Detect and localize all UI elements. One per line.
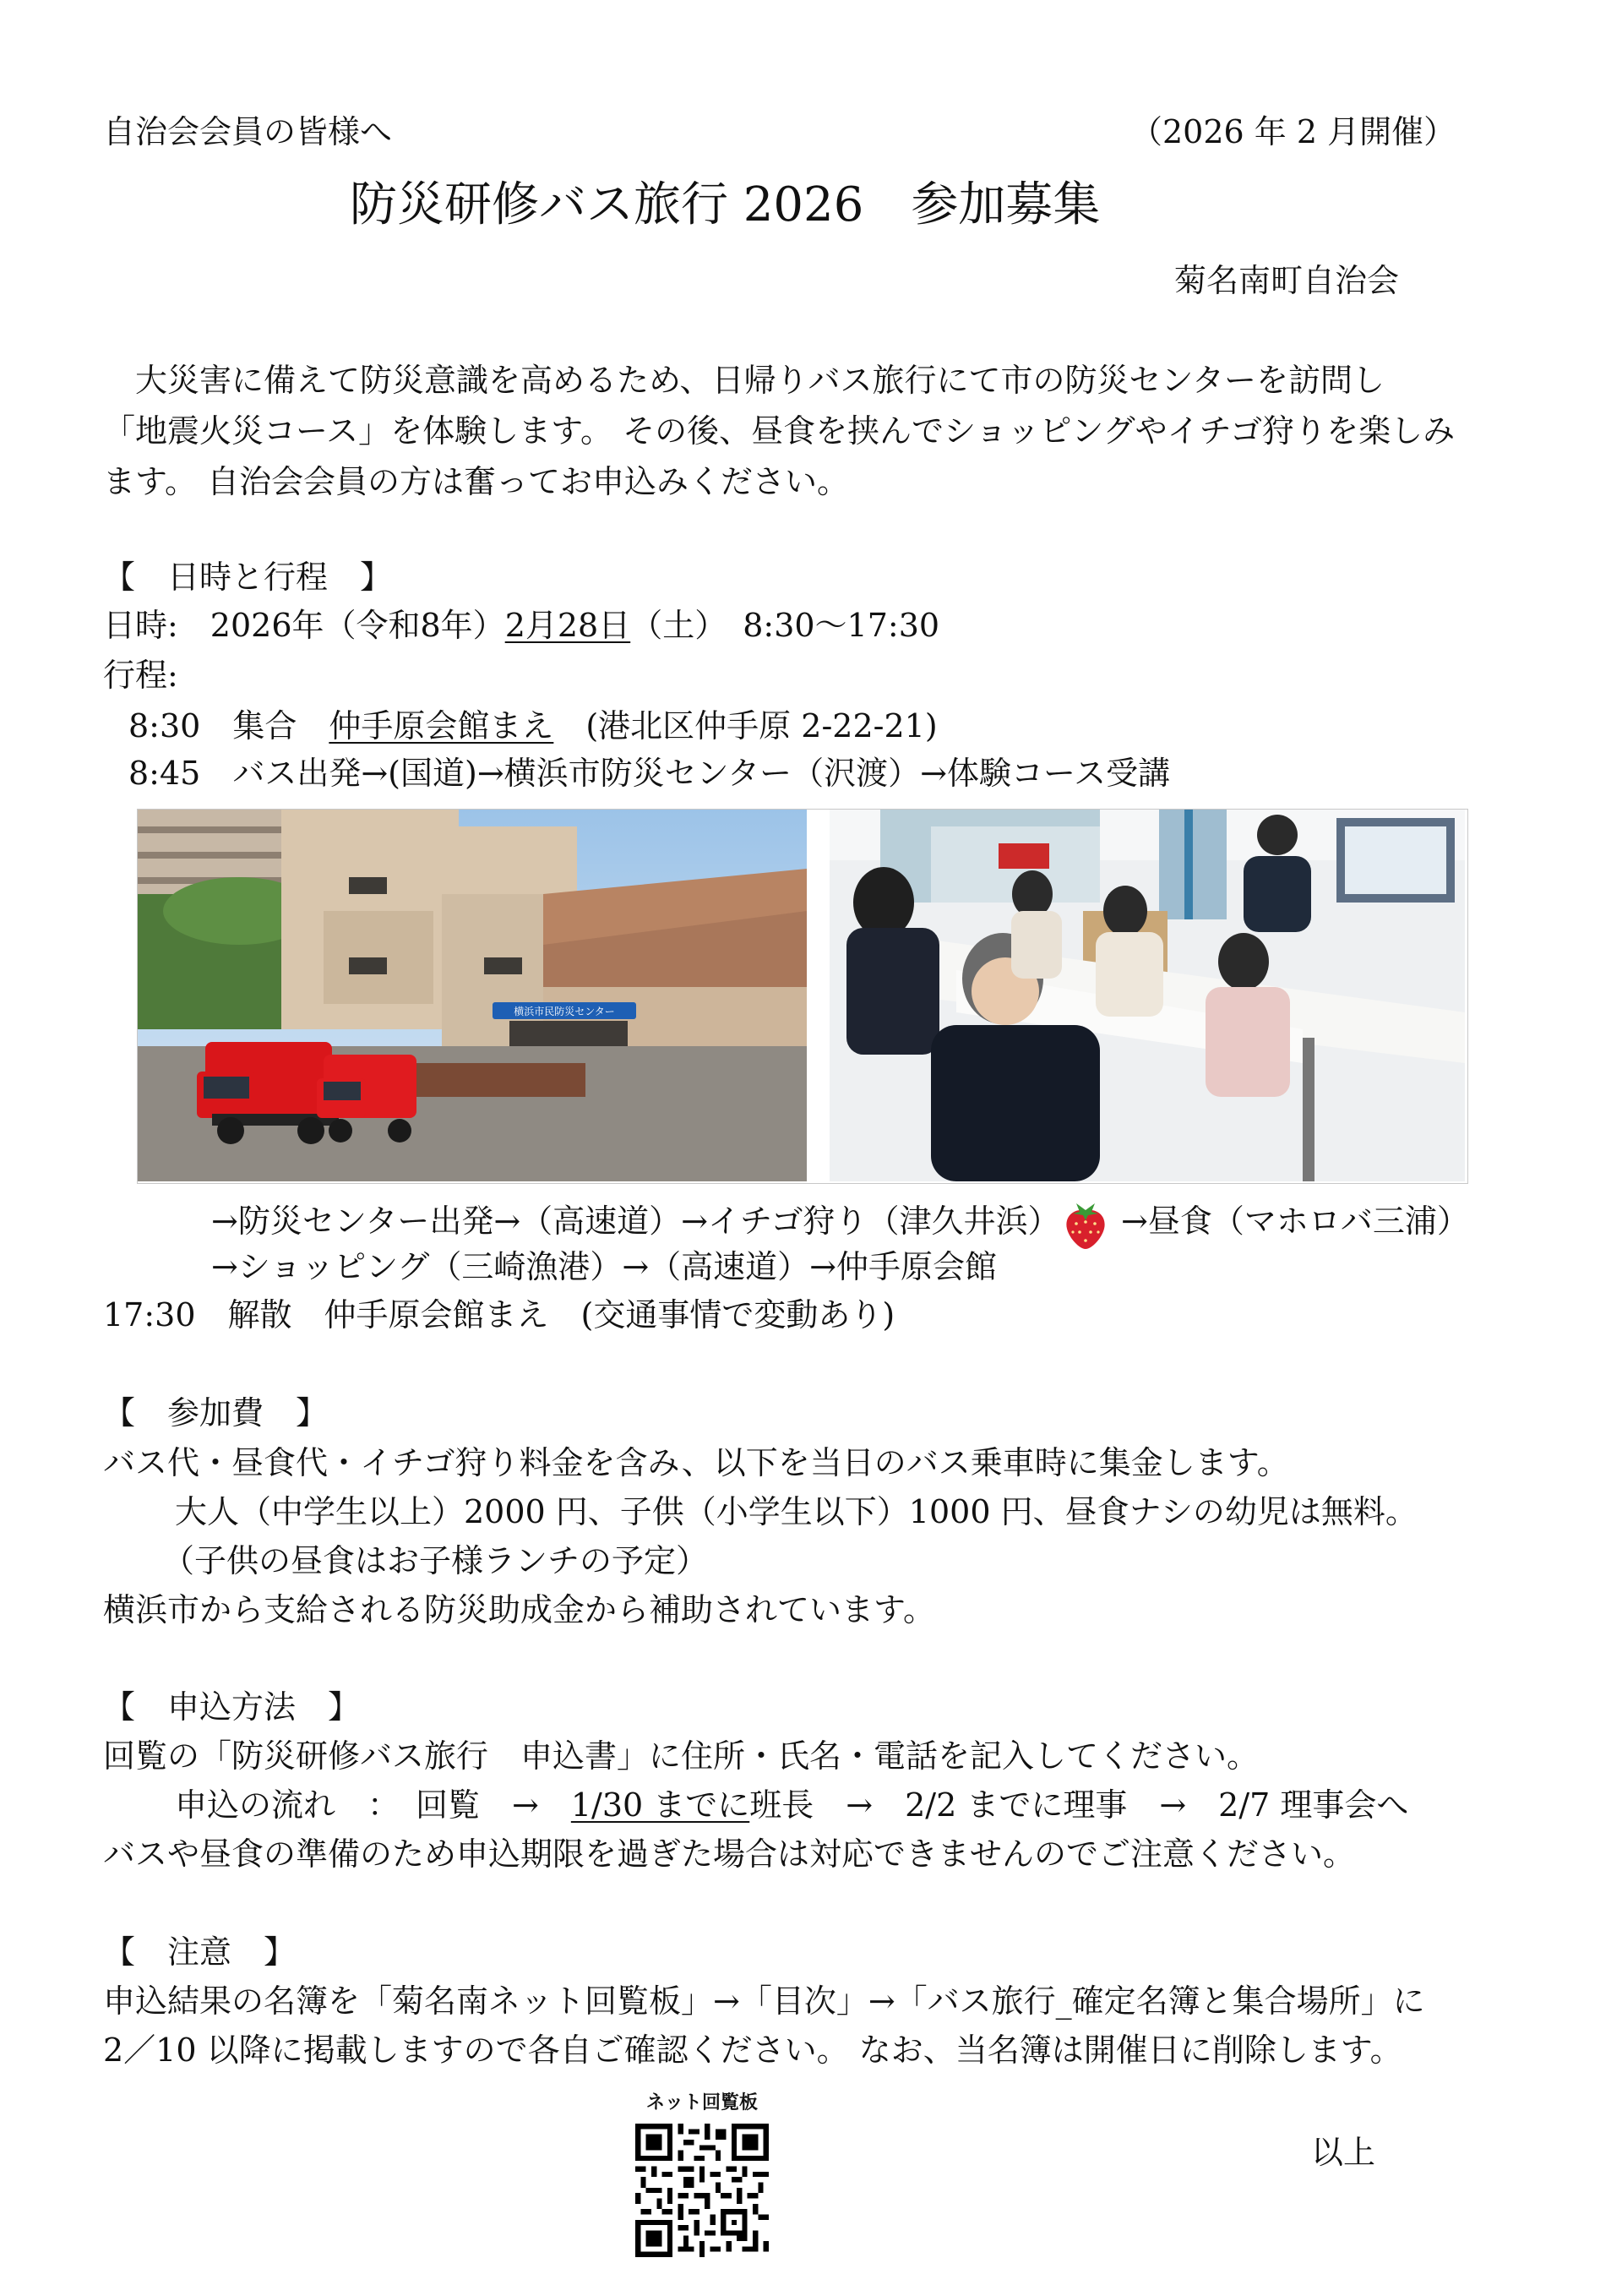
itinerary-step-2: 8:45 バス出発→(国道)→横浜市防災センター（沢渡）→体験コース受講 <box>128 755 1171 792</box>
apply-flow <box>175 1784 1408 1826</box>
notice-line-1: 申込結果の名簿を「菊名南ネット回覧板」→「目次」→「バス旅行_確定名簿と集合場所」に <box>103 1982 1425 2020</box>
apply-heading: 【 申込方法 】 <box>103 1688 361 1726</box>
intro-line-3: ます。 自治会会員の方は奮ってお申込みください。 <box>103 463 850 500</box>
closing: 以上 <box>1311 2134 1376 2171</box>
apply-line-1: 回覧の「防災研修バス旅行 申込書」に住所・氏名・電話を記入してください。 <box>103 1737 1260 1775</box>
fee-line-2: 大人（中学生以上）2000 円、子供（小学生以下）1000 円、昼食ナシの幼児は無料。 <box>175 1493 1418 1530</box>
apply-line-3: バスや昼食の準備のため申込期限を過ぎた場合は対応できませんのでご注意ください。 <box>103 1835 1356 1873</box>
date-note: （2026 年 2 月開催） <box>1130 113 1456 150</box>
page-title: 防災研修バス旅行 2026 参加募集 <box>350 177 1101 232</box>
strawberry-icon <box>1061 1198 1110 1251</box>
flow-suffix: 班長 → 2/2 までに理事 → 2/7 理事会へ <box>749 1786 1409 1824</box>
event-date: 2月28日 <box>504 607 631 644</box>
itinerary-step-4: →ショッピング（三崎漁港）→（高速道）→仲手原会館 <box>211 1248 998 1285</box>
step-1-time: 8:30 集合 <box>128 707 329 744</box>
itinerary-step-3b: →昼食（マホロバ三浦） <box>1121 1203 1469 1240</box>
fee-line-3: （子供の昼食はお子様ランチの予定） <box>162 1542 709 1579</box>
intro-line-1: 大災害に備えて防災意識を高めるため、日帰りバス旅行にて市の防災センターを訪問し <box>103 362 1385 399</box>
fee-line-1: バス代・昼食代・イチゴ狩り料金を含み、以下を当日のバス乗車時に集金します。 <box>103 1444 1289 1481</box>
qr-code[interactable] <box>635 2124 769 2257</box>
meeting-place: 仲手原会館まえ <box>329 707 554 744</box>
itinerary-step-3a: →防災センター出発→（高速道）→イチゴ狩り（津久井浜） <box>211 1203 1060 1240</box>
center-sign: 横浜市民防災センター <box>514 1006 615 1017</box>
date-prefix: 日時: 2026年（令和8年） <box>103 607 505 644</box>
qr-label: ネット回覧板 <box>645 2092 758 2113</box>
flow-deadline: 1/30 までに <box>570 1786 750 1824</box>
schedule-date <box>103 604 939 646</box>
schedule-heading: 【 日時と行程 】 <box>103 559 393 596</box>
organizer: 菊名南町自治会 <box>1174 262 1400 299</box>
notice-heading: 【 注意 】 <box>103 1933 297 1971</box>
itinerary-step-5: 17:30 解散 仲手原会館まえ (交通事情で変動あり) <box>103 1296 895 1333</box>
itinerary-step-1 <box>128 705 938 747</box>
photo-disaster-center <box>138 810 807 1181</box>
intro-line-2: 「地震火災コース」を体験します。 その後、昼食を挟んでショッピングやイチゴ狩りを楽しみ <box>103 412 1456 450</box>
itinerary-label: 行程: <box>103 657 178 694</box>
flow-prefix: 申込の流れ ： 回覧 → <box>175 1786 571 1824</box>
photo-classroom <box>830 810 1465 1181</box>
addressee: 自治会会員の皆様へ <box>103 113 393 150</box>
fee-line-4: 横浜市から支給される防災助成金から補助されています。 <box>103 1591 935 1628</box>
notice-line-2: 2／10 以降に掲載しますので各自ご確認ください。 なお、当名簿は開催日に削除します。 <box>103 2031 1402 2069</box>
date-suffix: （土） 8:30～17:30 <box>630 607 940 644</box>
step-1-address: (港北区仲手原 2-22-21) <box>553 707 938 744</box>
fee-heading: 【 参加費 】 <box>103 1394 329 1432</box>
